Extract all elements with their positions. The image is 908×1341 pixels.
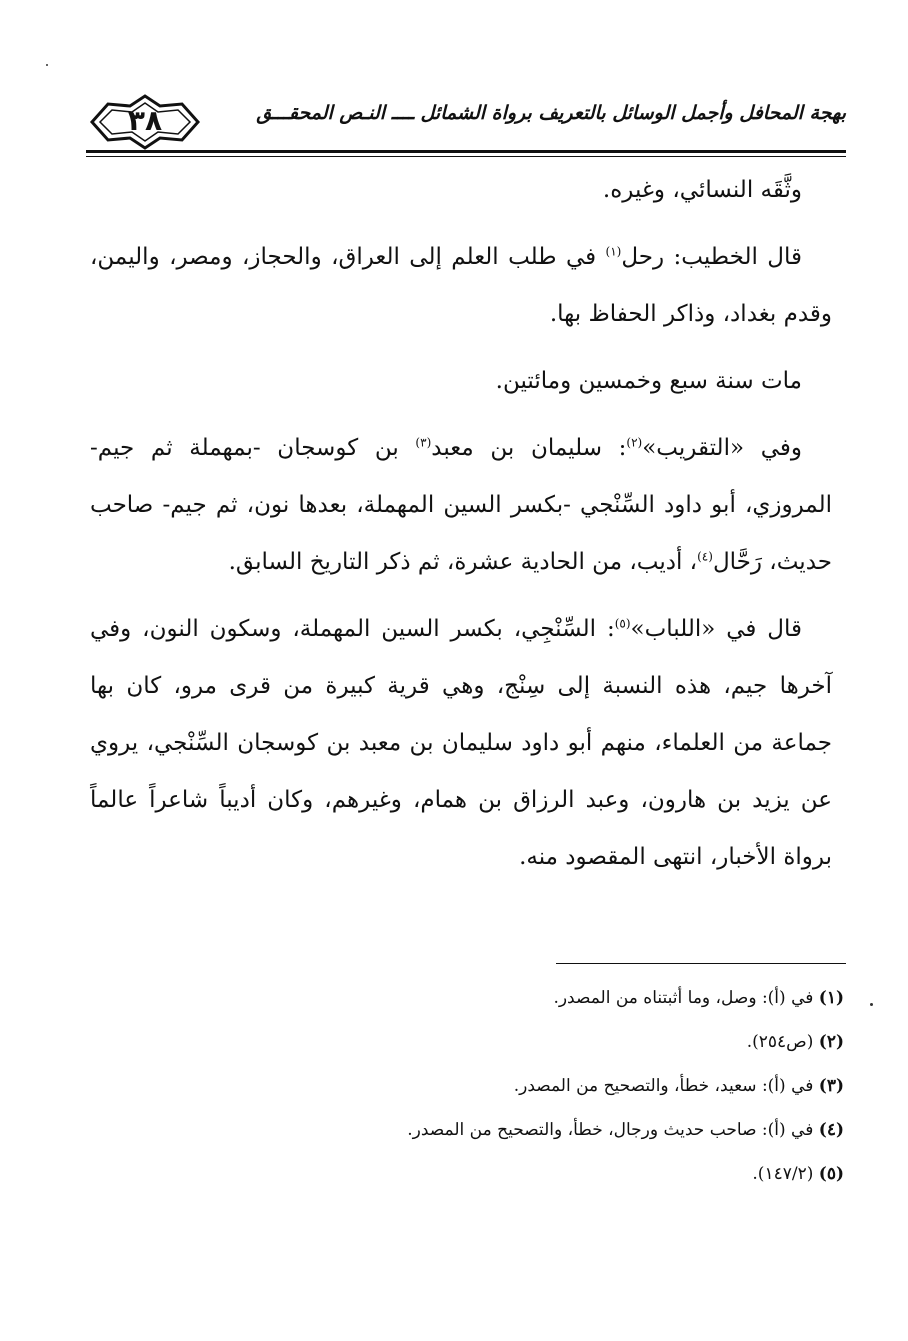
footnote-text: في (أ): سعيد، خطأ، والتصحيح من المصدر.: [513, 1076, 819, 1096]
footnote-text: في (أ): صاحب حديث ورجال، خطأ، والتصحيح من المصدر.: [407, 1120, 819, 1140]
paragraph-2: [90, 229, 832, 343]
footnotes: [200, 978, 844, 1198]
footnote-3: [200, 1066, 844, 1106]
main-text: [90, 162, 832, 896]
footnote-5: [200, 1154, 844, 1194]
paragraph-text: وثَّقَه النسائي، وغيره.: [602, 177, 802, 203]
footnote-separator: [556, 963, 846, 964]
footnote-ref: (٥): [614, 616, 631, 631]
footnote-text: (ص٢٥٤).: [746, 1032, 819, 1052]
paragraph-text: قال في «اللباب»: [630, 616, 802, 642]
footnote-ref: (٢): [626, 435, 643, 450]
paragraph-text: : السِّنْجِي، بكسر السين المهملة، وسكون النون، وفي آخرها جيم، هذه النسبة إلى سِنْج، وهي قرية كبيرة من قرى مرو، كان بها جماعة من العلماء، منهم أبو داود سليمان بن معبد بن كوسجان السِّنْجي، يروي عن يزيد بن هارون، وعبد الرزاق بن همام، وغيرهم، وكان أديباً شاعراً عالماً برواة الأخبار، انتهى المقصود منه.: [90, 616, 832, 870]
paragraph-text: ، أديب، من الحادية عشرة، ثم ذكر التاريخ السابق.: [228, 549, 698, 575]
scan-speck: [46, 64, 48, 66]
footnote-number: (٥): [818, 1164, 844, 1184]
page-header: [86, 94, 846, 154]
footnote-1: [200, 978, 844, 1018]
footnote-number: (٣): [818, 1076, 844, 1096]
page-number: ٣٨: [127, 104, 163, 137]
header-rule-thin: [86, 156, 846, 157]
scan-speck: [870, 1003, 873, 1006]
paragraph-text: : سليمان بن معبد: [431, 435, 627, 461]
footnote-4: [200, 1110, 844, 1150]
page-number-badge: [86, 94, 204, 150]
footnote-2: [200, 1022, 844, 1062]
footnote-number: (٤): [818, 1120, 844, 1140]
paragraph-text: في طلب العلم إلى العراق، والحجاز، ومصر، واليمن، وقدم بغداد، وذاكر الحفاظ بها.: [90, 244, 832, 327]
footnote-text: في (أ): وصل، وما أثبتناه من المصدر.: [553, 988, 819, 1008]
footnote-number: (٢): [818, 1032, 844, 1052]
paragraph-4: [90, 420, 832, 591]
footnote-number: (١): [818, 988, 844, 1008]
running-title: بهجة المحافل وأجمل الوسائل بالتعريف برواة الشمائل ــــ النـص المحقـــق: [256, 102, 846, 124]
footnote-ref: (١): [605, 244, 622, 259]
paragraph-1: [90, 162, 832, 219]
paragraph-text: مات سنة سبع وخمسين ومائتين.: [495, 368, 802, 394]
paragraph-5: [90, 601, 832, 886]
paragraph-text: قال الخطيب: رحل: [621, 244, 802, 270]
footnote-text: (١٤٧/٢).: [752, 1164, 819, 1184]
paragraph-text: بن كوسجان -بمهملة ثم جيم- المروزي، أبو داود السِّنْجي -بكسر السين المهملة، بعدها نون، ثم جيم- صاحب حديث، رَحَّال: [90, 435, 832, 575]
footnote-ref: (٤): [697, 549, 713, 564]
header-rule: [86, 150, 846, 153]
paragraph-text: وفي «التقريب»: [642, 435, 802, 461]
footnote-ref: (٣): [415, 435, 432, 450]
paragraph-3: [90, 353, 832, 410]
